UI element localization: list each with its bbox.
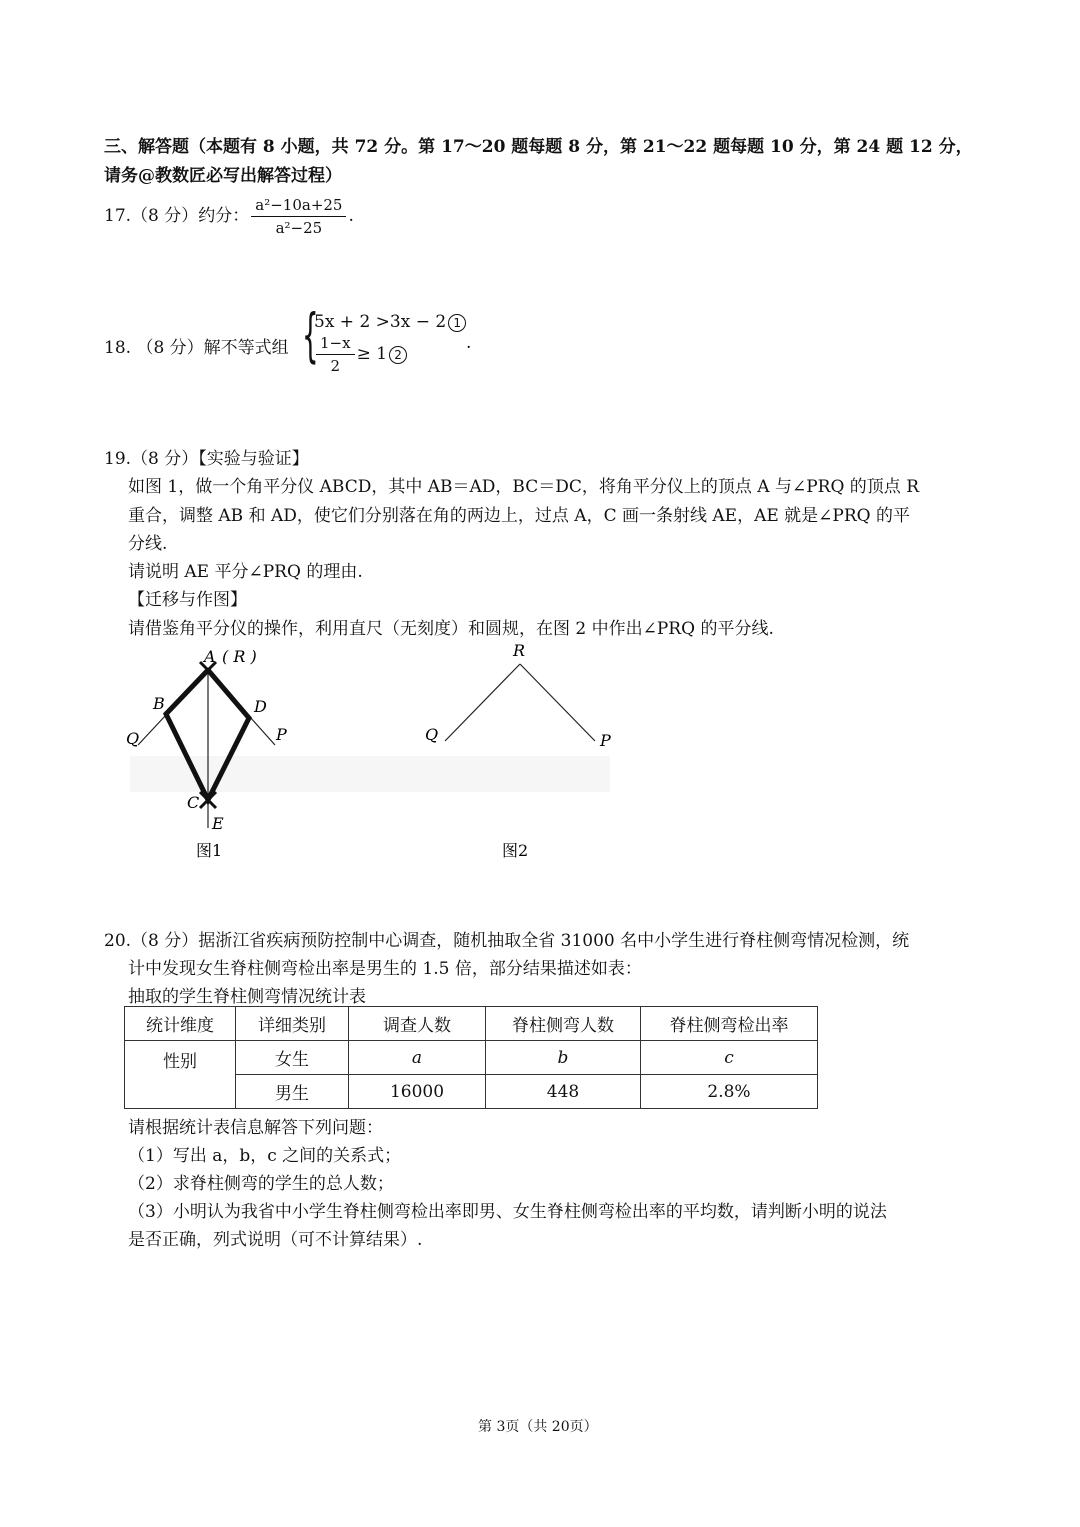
figure-1	[126, 647, 287, 860]
table-cell: a	[349, 1041, 486, 1075]
q17-numerator: a²−10a+25	[251, 196, 346, 217]
section-heading-line2: 请务@教数匠必写出解答过程）	[104, 166, 342, 186]
table-header: 脊柱侧弯检出率	[641, 1007, 818, 1041]
q19-line3: 分线.	[128, 534, 168, 554]
q19-line5: 请借鉴角平分仪的操作，利用直尺（无刻度）和圆规，在图 2 中作出∠PRQ 的平分线.	[128, 619, 774, 639]
statistics-table	[124, 1006, 818, 1109]
q19-subheading: 【迁移与作图】	[128, 590, 247, 610]
table-cell: 448	[486, 1075, 641, 1109]
fig1-label-E: E	[212, 814, 224, 833]
circled-two-icon: 2	[389, 346, 407, 364]
section-heading-line1: 三、解答题（本题有 8 小题，共 72 分。第 17～20 题每题 8 分，第 21～22 题每题 10 分，第 24 题 12 分，	[104, 137, 973, 157]
fig2-ray-RP	[520, 664, 595, 741]
q20-sub3-line1: （3）小明认为我省中小学生脊柱侧弯检出率即男、女生脊柱侧弯检出率的平均数，请判断小明的说法	[128, 1202, 887, 1222]
table-cell: c	[641, 1041, 818, 1075]
table-header: 调查人数	[349, 1007, 486, 1041]
q20-sub1: （1）写出 a，b，c 之间的关系式；	[128, 1146, 402, 1166]
fig2-label-P: P	[600, 731, 611, 750]
q18-period: .	[466, 333, 472, 353]
fig2-ray-RQ	[445, 664, 520, 741]
q18-label: 18. （8 分）解不等式组	[104, 338, 289, 358]
circled-one-icon: 1	[448, 314, 466, 332]
table-header: 详细类别	[236, 1007, 349, 1041]
figure-2	[425, 641, 611, 860]
q18-frac-num: 1−x	[316, 334, 355, 355]
fig1-label-D: D	[254, 697, 267, 716]
q20-table-title: 抽取的学生脊柱侧弯情况统计表	[128, 987, 366, 1007]
fig2-label-Q: Q	[425, 725, 439, 744]
q18-ineq1-text: 5x + 2 >3x − 2	[314, 312, 447, 332]
page-number: 第 3页（共 20页）	[478, 1419, 598, 1435]
fig2-caption: 图2	[502, 841, 529, 860]
q17-label: 17.（8 分）约分：	[104, 206, 250, 226]
q20-line1: 20.（8 分）据浙江省疾病预防控制中心调查，随机抽取全省 31000 名中小学生进行脊柱侧弯情况检测，统	[104, 931, 910, 951]
q18-ineq2-rest: ≥ 1	[356, 344, 388, 364]
q17-denominator: a²−25	[275, 219, 323, 237]
q20-sub2: （2）求脊柱侧弯的学生的总人数；	[128, 1174, 394, 1194]
q20-sub3-line2: 是否正确，列式说明（可不计算结果）.	[128, 1230, 423, 1250]
table-cell: b	[486, 1041, 641, 1075]
q17-period: .	[348, 206, 354, 226]
fig1-label-R: ( R )	[222, 647, 257, 666]
fig1-label-C: C	[187, 793, 200, 812]
table-cell: 男生	[236, 1075, 349, 1109]
table-dimension-cell: 性别	[125, 1041, 236, 1109]
fig1-caption: 图1	[196, 841, 223, 860]
fig1-label-Q: Q	[126, 729, 140, 748]
fig1-label-P: P	[276, 725, 287, 744]
table-row	[125, 1041, 818, 1075]
table-cell: 16000	[349, 1075, 486, 1109]
table-cell: 2.8%	[641, 1075, 818, 1109]
table-cell: 女生	[236, 1041, 349, 1075]
q19-line2: 重合，调整 AB 和 AD，使它们分别落在角的两边上，过点 A，C 画一条射线 AE，AE 就是∠PRQ 的平	[128, 506, 910, 526]
fig1-label-A: A	[204, 647, 216, 666]
q20-line2: 计中发现女生脊柱侧弯检出率是男生的 1.5 倍，部分结果描述如表：	[128, 959, 642, 979]
q19-label: 19.（8 分）【实验与验证】	[104, 449, 309, 469]
left-brace-icon: {	[302, 301, 319, 369]
q18-frac-den: 2	[330, 357, 341, 375]
q19-line4: 请说明 AE 平分∠PRQ 的理由.	[128, 562, 363, 582]
table-header: 脊柱侧弯人数	[486, 1007, 641, 1041]
q20-prompt: 请根据统计表信息解答下列问题：	[128, 1118, 383, 1138]
fig2-label-R: R	[513, 641, 526, 660]
fig1-label-B: B	[153, 694, 165, 713]
table-header: 统计维度	[125, 1007, 236, 1041]
table-header-row	[125, 1007, 818, 1041]
q19-line1: 如图 1，做一个角平分仪 ABCD，其中 AB＝AD，BC＝DC，将角平分仪上的顶点 A 与∠PRQ 的顶点 R	[128, 477, 919, 497]
